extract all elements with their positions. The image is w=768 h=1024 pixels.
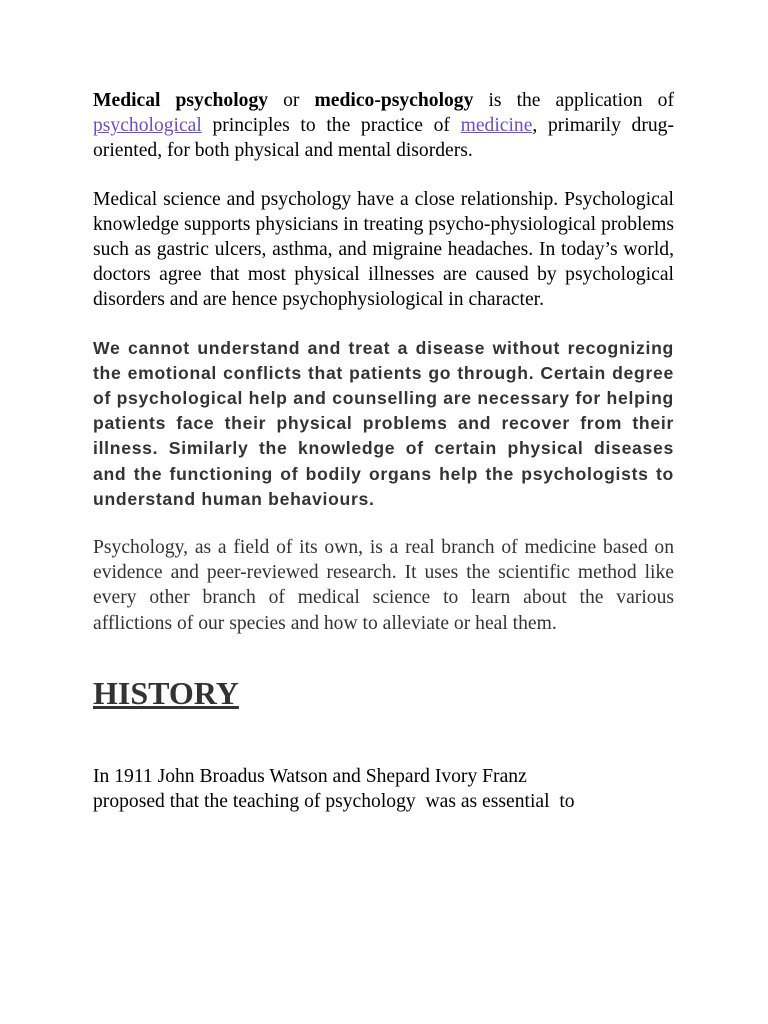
term-medical-psychology: Medical psychology: [93, 90, 269, 111]
document-page: [93, 88, 674, 814]
intro-text-1: is the application of: [473, 90, 674, 111]
history-line-1: In 1911 John Broadus Watson and Shepard Ivory Franz: [93, 765, 527, 787]
intro-or: or: [268, 90, 315, 111]
history-line-2: proposed that the teaching of psychology was as essential to: [93, 791, 575, 813]
history-heading: HISTORY: [93, 674, 239, 711]
psychology-field-paragraph: Psychology, as a field of its own, is a real branch of medicine based on evidence and peer-reviewed research. It uses the scientific method like every other branch of medical science to learn about the various afflictions of our species and how to alleviate or heal them.: [93, 537, 674, 634]
medicine-link[interactable]: medicine: [460, 115, 533, 137]
emotional-conflicts-paragraph: We cannot understand and treat a disease without recognizing the emotional conflicts that patients go through. Certain degree of psychological help and counselling are necessary for helping patients face their physical problems and recover from their illness. Similarly the knowledge of certain physical diseases and the functioning of bodily organs help the psychologists to understand human behaviours.: [93, 337, 674, 509]
intro-text-2: principles to the practice of: [201, 115, 461, 137]
term-medico-psychology: medico-psychology: [314, 90, 474, 111]
history-paragraph: [93, 764, 674, 814]
intro-text-3: , primarily drug-oriented, for both physical and mental disorders.: [93, 115, 674, 162]
intro-paragraph: [93, 88, 674, 164]
psychological-link[interactable]: psychological: [93, 115, 202, 137]
relationship-paragraph: Medical science and psychology have a close relationship. Psychological knowledge supports physicians in treating psycho-physiological problems such as gastric ulcers, asthma, and migraine headaches. In today’s world, doctors agree that most physical illnesses are caused by psychological disorders and are hence psychophysiological in character.: [93, 188, 674, 311]
